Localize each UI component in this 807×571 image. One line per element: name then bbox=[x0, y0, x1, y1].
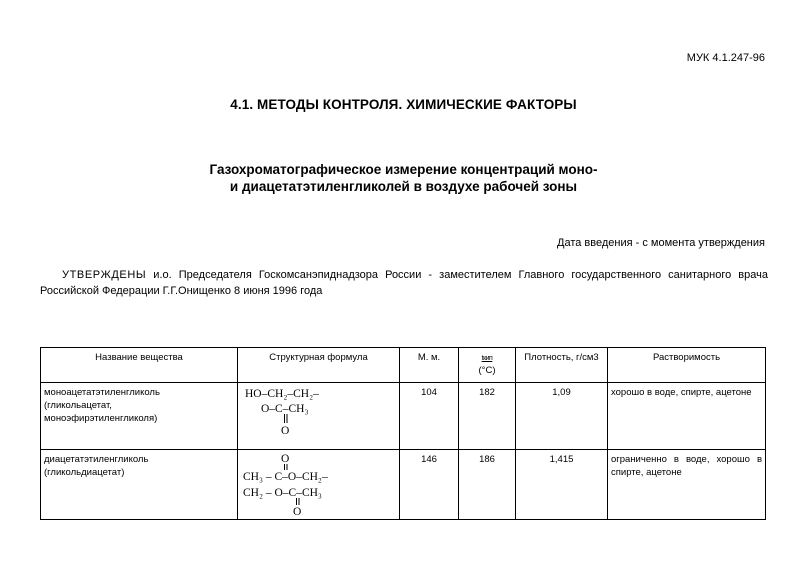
name-line: моноацетатэтиленгликоль bbox=[44, 387, 160, 398]
cell-molar-mass: 104 bbox=[400, 383, 459, 450]
table-header-row bbox=[41, 348, 766, 383]
name-line: диацетатэтиленгликоль bbox=[44, 454, 149, 465]
formula-line: O–C–CH₃ bbox=[261, 403, 309, 415]
substances-table bbox=[40, 347, 766, 520]
formula-line: CH₂ – O–C–CH₃ bbox=[243, 487, 322, 499]
cell-solubility: хорошо в воде, спирте, ацетоне bbox=[608, 383, 766, 450]
table-row bbox=[41, 383, 766, 450]
approval-text: и.о. Председателя Госкомсанэпиднадзора России - заместителем Главного государственного санитарного врача Российской Федерации Г.Г.Онищенко 8 июня 1996 года bbox=[40, 269, 768, 297]
cell-boiling-point: 182 bbox=[459, 383, 516, 450]
table-row bbox=[41, 450, 766, 520]
cell-density: 1,09 bbox=[516, 383, 608, 450]
structural-formula-mono bbox=[241, 386, 391, 442]
document-title bbox=[0, 161, 807, 195]
cell-formula bbox=[238, 383, 400, 450]
name-line: (гликольдиацетат) bbox=[44, 467, 125, 478]
cell-formula bbox=[238, 450, 400, 520]
title-line-1: Газохроматографическое измерение концентраций моно- bbox=[209, 162, 598, 177]
document-code: МУК 4.1.247-96 bbox=[686, 52, 765, 64]
cell-solubility: ограниченно в воде, хорошо в спирте, ацетоне bbox=[608, 450, 766, 520]
approval-keyword: УТВЕРЖДЕНЫ bbox=[62, 269, 147, 281]
formula-line: O bbox=[281, 453, 290, 465]
boiling-point-symbol: tкип bbox=[481, 355, 493, 362]
formula-line: HO–CH₂–CH₂– bbox=[245, 388, 319, 400]
name-line: (гликольацетат, bbox=[44, 400, 112, 411]
header-density: Плотность, г/см3 bbox=[516, 348, 608, 383]
name-line: моноэфирэтиленгликоля) bbox=[44, 413, 158, 424]
structural-formula-di bbox=[241, 453, 391, 517]
section-title: 4.1. МЕТОДЫ КОНТРОЛЯ. ХИМИЧЕСКИЕ ФАКТОРЫ bbox=[230, 97, 577, 112]
header-name: Название вещества bbox=[41, 348, 238, 383]
cell-boiling-point: 186 bbox=[459, 450, 516, 520]
header-boiling-point bbox=[459, 348, 516, 383]
header-solubility: Растворимость bbox=[608, 348, 766, 383]
cell-name bbox=[41, 383, 238, 450]
formula-line: CH₃ – C–O–CH₂– bbox=[243, 471, 328, 483]
cell-density: 1,415 bbox=[516, 450, 608, 520]
formula-line: O bbox=[293, 506, 302, 517]
formula-line: O bbox=[281, 425, 290, 437]
boiling-point-unit: (°С) bbox=[478, 365, 496, 376]
cell-name bbox=[41, 450, 238, 520]
header-formula: Структурная формула bbox=[238, 348, 400, 383]
approval-paragraph bbox=[40, 267, 768, 299]
header-molar-mass: М. м. bbox=[400, 348, 459, 383]
title-line-2: и диацетатэтиленгликолей в воздухе рабочей зоны bbox=[229, 179, 578, 194]
intro-date: Дата введения - с момента утверждения bbox=[557, 237, 765, 249]
cell-molar-mass: 146 bbox=[400, 450, 459, 520]
